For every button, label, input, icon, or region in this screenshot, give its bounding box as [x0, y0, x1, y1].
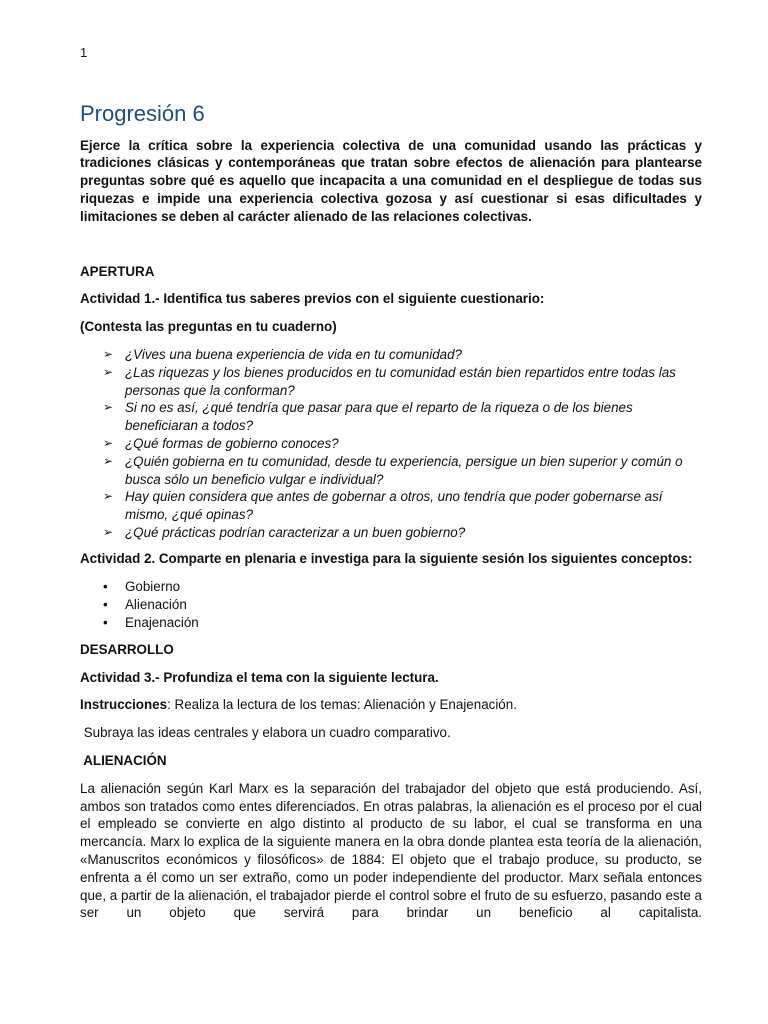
page-number: 1: [80, 45, 88, 60]
answer-instruction: (Contesta las preguntas en tu cuaderno): [80, 319, 337, 335]
arrow-bullet-icon: ➢: [103, 346, 114, 361]
activity-3-heading: Actividad 3.- Profundiza el tema con la siguiente lectura.: [80, 669, 439, 685]
activity-2-heading: Actividad 2. Comparte en plenaria e investiga para la siguiente sesión los siguientes conceptos:: [80, 550, 693, 566]
concept-item: • Alienación: [125, 596, 702, 614]
concept-item: • Enajenación: [125, 614, 702, 632]
question-item: ➢ Hay quien considera que antes de gobernar a otros, uno tendría que poder gobernarse así mismo, ¿qué opinas?: [103, 489, 663, 523]
question-item: ➢ ¿Qué formas de gobierno conoces?: [103, 435, 339, 451]
page-title: Progresión 6: [80, 101, 205, 126]
question-item: ➢ ¿Las riquezas y los bienes producidos en tu comunidad están bien repartidos entre todas las personas que la conforman?: [103, 364, 676, 398]
concept-item: • Gobierno: [125, 578, 702, 596]
arrow-bullet-icon: ➢: [103, 453, 114, 468]
instructions-label: Instrucciones: [80, 697, 168, 713]
section-heading-desarrollo: DESARROLLO: [80, 641, 174, 657]
arrow-bullet-icon: ➢: [103, 364, 114, 379]
question-item: ➢ ¿Qué prácticas podrían caracterizar a un buen gobierno?: [103, 524, 466, 540]
bullet-dot-icon: •: [103, 596, 108, 612]
arrow-bullet-icon: ➢: [103, 524, 114, 539]
bullet-dot-icon: •: [103, 578, 108, 594]
arrow-bullet-icon: ➢: [103, 489, 114, 504]
question-item: ➢ ¿Quién gobierna en tu comunidad, desde tu experiencia, persigue un bien superior y común o busca sólo un beneficio vulgar e individual?: [103, 453, 683, 487]
arrow-bullet-icon: ➢: [103, 435, 114, 450]
instructions-paragraph: [80, 696, 702, 714]
questions-list: [80, 346, 702, 542]
arrow-bullet-icon: ➢: [103, 400, 114, 415]
question-item: ➢ Si no es así, ¿qué tendría que pasar para que el reparto de la riqueza o de los bienes beneficiaran a todos?: [103, 400, 633, 434]
alienacion-paragraph: La alienación según Karl Marx es la separación del trabajador del objeto que está produciendo. Así, ambos son tratados como entes diferenciados. En otras palabras, la alienación es el proceso por el cual el empleado se convierte en algo distinto al producto de su labor, el cual se transforma en una mercancía. Marx lo explica de la siguiente manera en la obra donde plantea esta teoría de la alienación, «Manuscritos económicos y filosóficos» de 1884: El objeto que el trabajo produce, su producto, se enfrenta a él como un ser extraño, como un poder independiente del productor. Marx señala entonces que, a partir de la alienación, el trabajador pierde el control sobre el fruto de su esfuerzo, pasando este a ser un objeto que servirá para brindar un beneficio al capitalista.: [80, 780, 702, 921]
intro-paragraph: Ejerce la crítica sobre la experiencia colectiva de una comunidad usando las prácticas y tradiciones clásicas y contemporáneas que tratan sobre efectos de alienación para plantearse preguntas sobre qué es aquello que incapacita a una comunidad en el despliegue de todas sus riquezas e impide una experiencia colectiva gozosa y así cuestionar si esas dificultades y limitaciones se deben al carácter alienado de las relaciones colectivas.: [80, 137, 702, 224]
bullet-dot-icon: •: [103, 615, 108, 631]
underline-instruction: Subraya las ideas centrales y elabora un cuadro comparativo.: [80, 725, 451, 741]
alienacion-heading: ALIENACIÓN: [80, 752, 167, 768]
document-body: [80, 100, 702, 922]
section-heading-apertura: APERTURA: [80, 263, 155, 279]
question-item: ➢ ¿Vives una buena experiencia de vida en tu comunidad?: [103, 346, 462, 362]
instructions-text: : Realiza la lectura de los temas: Alienación y Enajenación.: [167, 697, 517, 713]
activity-1-heading: Actividad 1.- Identifica tus saberes previos con el siguiente cuestionario:: [80, 291, 545, 307]
concepts-list: [80, 578, 702, 633]
